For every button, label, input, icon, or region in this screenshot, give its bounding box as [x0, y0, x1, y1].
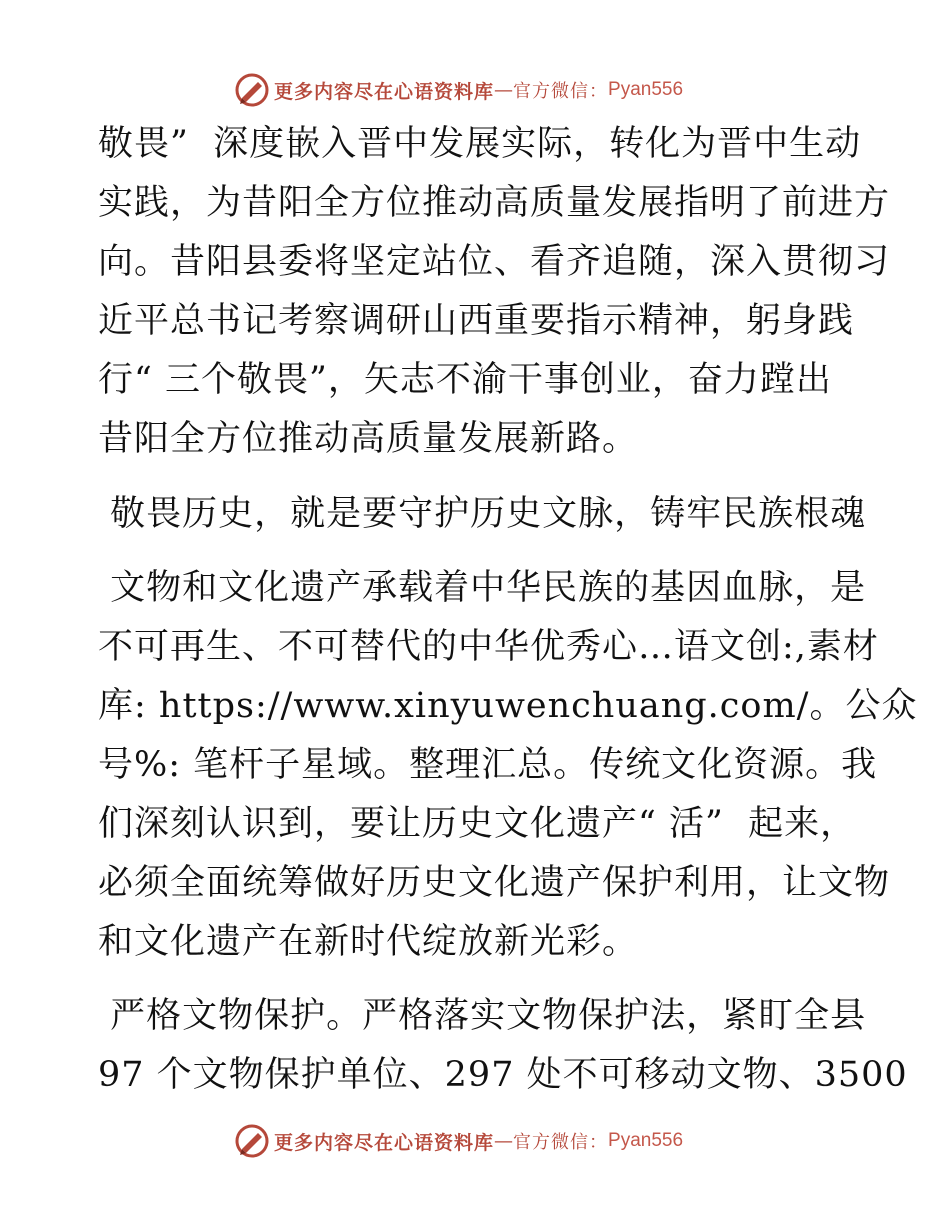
text-line: 严格文物保护。严格落实文物保护法，紧盯全县 [98, 996, 867, 1036]
banner-text: 更多内容尽在心语资料库 [274, 1131, 495, 1154]
text-line: 库: https://www.xinyuwenchuang.com/。公众 [98, 686, 918, 726]
text-line: 和文化遗产在新时代绽放新光彩。 [98, 922, 639, 962]
text-line: 文物和文化遗产承载着中华民族的基因血脉，是 [98, 568, 867, 608]
pen-in-circle-icon [234, 72, 270, 108]
text-line: 近平总书记考察调研山西重要指示精神，躬身践 [98, 301, 855, 341]
text-line: 向。昔阳县委将坚定站位、看齐追随，深入贯彻习 [98, 242, 891, 282]
pen-in-circle-icon [234, 1123, 270, 1159]
banner-wechat-id: Pyan556 [608, 79, 684, 100]
text-line: 必须全面统筹做好历史文化遗产保护利用，让文物 [98, 863, 891, 903]
text-line: 昔阳全方位推动高质量发展新路。 [98, 419, 639, 459]
banner-wechat-id: Pyan556 [608, 1130, 684, 1151]
text-line: 号%: 笔杆子星域。整理汇总。传统文化资源。我 [98, 745, 878, 785]
banner-label: 官方微信： [513, 81, 609, 102]
text-line: 不可再生、不可替代的中华优秀心…语文创:,素材 [98, 627, 879, 667]
banner-separator: — [494, 1130, 514, 1152]
banner-separator: — [494, 79, 514, 101]
banner-text: 更多内容尽在心语资料库 [274, 80, 495, 103]
text-line: 97 个文物保护单位、297 处不可移动文物、3500 [98, 1055, 908, 1095]
text-line: 敬畏” 深度嵌入晋中发展实际，转化为晋中生动 [98, 124, 862, 164]
section-heading: 敬畏历史，就是要守护历史文脉，铸牢民族根魂 [98, 494, 867, 534]
footer-banner [234, 1121, 683, 1161]
text-line: 行“ 三个敬畏”，矢志不渝干事创业，奋力蹚出 [98, 360, 832, 400]
banner-label: 官方微信： [513, 1132, 609, 1153]
header-banner [234, 70, 683, 110]
text-line: 们深刻认识到，要让历史文化遗产“ 活” 起来， [98, 804, 857, 844]
text-line: 实践，为昔阳全方位推动高质量发展指明了前进方 [98, 183, 891, 223]
